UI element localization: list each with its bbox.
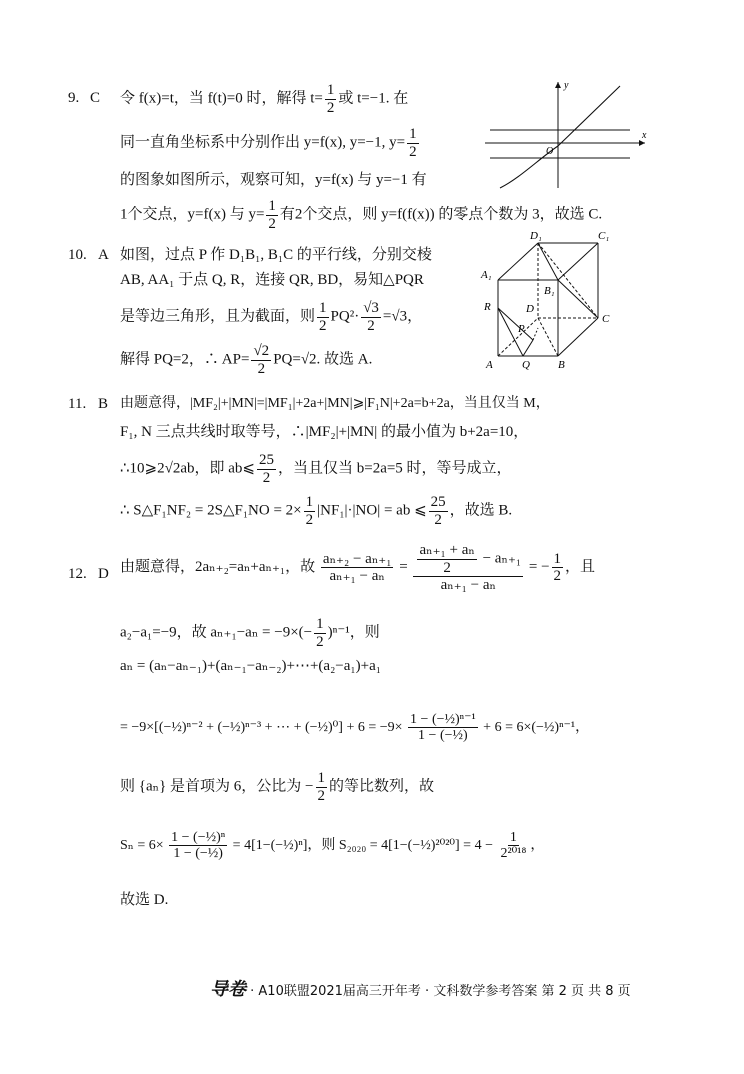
label-A1: A₁ [481,269,492,281]
q10-line4: 解得 PQ=2，∴ AP= $\frac{√2}{2}$ PQ=√2. 故选 A. [120,343,373,377]
y-axis-arrow [555,82,561,88]
q12-line1: 由题意得，2aₙ₊₂=aₙ+aₙ₊₁，故 $\frac{\text{aₙ₊₂ − aₙ₊₁}}{\text{aₙ₊₁ − aₙ}}$ = $\frac{\text{aₙ₊₁ + aₙ}}{2}$ − aₙ₊₁ aₙ₊₁ − aₙ = − $\frac{1}{2}$ ，且 [120,542,596,593]
q12-line3: aₙ = (aₙ−aₙ₋₁)+(aₙ₋₁−aₙ₋₂)+⋯+(a₂−a₁)+a₁ [120,658,381,674]
function-curve [500,86,620,188]
q11-line2: F₁, N 三点共线时取等号，∴|MF₂|+|MN| 的最小值为 b+2a=10， [120,424,529,440]
label-D1: D₁ [530,230,542,242]
label-D: D [526,303,534,315]
q10-line3: 是等边三角形，且为截面，则 $\frac{1}{2}$ PQ²· $\frac{√3}{2}$ =√3， [120,300,423,334]
q9-line3: 的图象如图所示，观察可知，y=f(x) 与 y=−1 有 [120,172,427,188]
label-R: R [484,301,491,313]
graph-x-label: x [642,130,647,141]
brand-logo: 导卷 [210,979,246,1000]
q9-answer: C [90,90,101,106]
label-C: C [602,313,610,325]
graph-origin-label: O [546,146,554,157]
q12-number: 12. [68,566,87,582]
label-A: A [486,359,493,371]
q11-number: 11. [68,396,87,412]
graph-y-label: y [564,80,569,91]
q12-answer: D [98,566,109,582]
q11-line3: ∴10⩾2√2ab，即 ab⩽ $\frac{25}{2}$ ，当且仅当 b=2a=5 时，等号成立， [120,452,512,486]
q9-line1: 令 f(x)=t，当 f(t)=0 时，解得 t= $\frac{1}{2}$ 或 t=−1. 在 [120,82,409,116]
q11-answer: B [98,396,109,412]
label-B: B [558,359,565,371]
q9-line2: 同一直角坐标系中分别作出 y=f(x), y=−1, y= $\frac{1}{2}$ [120,126,417,160]
label-Q: Q [522,359,530,371]
q11-line4: ∴ S△F₁NF₂ = 2S△F₁NO = 2× $\frac{1}{2}$ |NF₁|·|NO| = ab ⩽ $\frac{25}{2}$ ，故选 B. [120,494,513,528]
label-B1: B₁ [544,285,555,297]
q12-line5: 则 {aₙ} 是首项为 6，公比为 − $\frac{1}{2}$ 的等比数列，故 [120,770,435,804]
q10-line2: AB, AA₁ 于点 Q, R，连接 QR, BD，易知△PQR [120,272,424,288]
q12-line4: = −9×[(−½)ⁿ⁻² + (−½)ⁿ⁻³ + ⋯ + (−½)⁰] + 6 = −9× $\frac{\text{1 − (−½)ⁿ⁻¹}}{\text{1 − (−½)}}$ + 6 = 6×(−½)ⁿ⁻¹， [120,712,590,744]
q11-line1: 由题意得，|MF₂|+|MN|=|MF₁|+2a+|MN|⩾|F₁N|+2a=b+2a，当且仅当 M， [120,396,550,411]
q10-cube-figure [478,228,628,373]
q10-answer: A [98,247,109,263]
q9-number: 9. [68,90,80,106]
q9-line4: 1个交点，y=f(x) 与 y= $\frac{1}{2}$ 有2个交点，则 y=f(f(x)) 的零点个数为 3，故选 C. [120,198,603,232]
label-P: P [518,323,525,335]
label-C1: C₁ [598,230,610,242]
q12-line7: 故选 D. [120,892,169,908]
q10-number: 10. [68,247,87,263]
q12-line6: Sₙ = 6× $\frac{\text{1 − (−½)ⁿ}}{\text{1 − (−½)}}$ = 4[1−(−½)ⁿ]，则 S₂₀₂₀ = 4[1−(−½)²⁰²⁰] = 4 − $\frac{1}{\text{2²⁰¹⁸}}$ ， [120,830,545,862]
q10-line1: 如图，过点 P 作 D₁B₁, B₁C 的平行线，分别交棱 [120,247,432,263]
q12-line2: a₂−a₁=−9，故 aₙ₊₁−aₙ = −9×(− $\frac{1}{2}$ )ⁿ⁻¹，则 [120,616,380,650]
footer-text: · A10联盟2021届高三开年考 · 文科数学参考答案 第 2 页 共 8 页 [250,984,631,999]
q9-function-graph [480,78,660,193]
page-footer [210,980,631,1001]
